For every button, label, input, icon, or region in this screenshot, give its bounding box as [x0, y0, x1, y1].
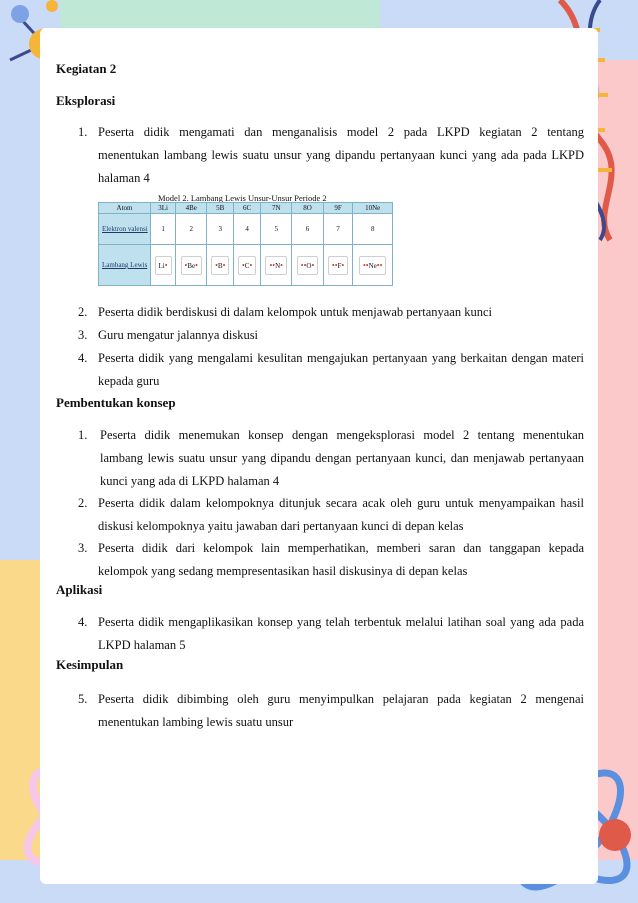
- lewis-symbol: •C•: [238, 256, 256, 275]
- list-item-line: Peserta didik dalam kelompoknya ditunjuk secara acak oleh guru untuk menyampaikan hasil: [98, 496, 584, 510]
- table-row: [99, 245, 393, 286]
- table-cell: 1: [151, 214, 176, 245]
- lewis-symbol: •Be•: [181, 256, 202, 275]
- lewis-symbol: ••O•: [297, 256, 318, 275]
- list-item-line: diskusi kelompoknya yaitu jawaban dari pertanyaan kunci di depan kelas: [98, 519, 464, 533]
- list-item-number: 2.: [78, 496, 88, 510]
- table-cell: 4: [234, 214, 261, 245]
- list-item-line: Peserta didik dari kelompok lain memperhatikan, memberi saran dan tanggapan kepada: [98, 541, 584, 555]
- list-item-line: lambang lewis suatu unsur yang dipandu dengan pertanyaan kunci, dan menjawab pertanyaan: [100, 451, 584, 465]
- list-item-line: Peserta didik berdiskusi di dalam kelompok untuk menjawab pertanyaan kunci: [98, 305, 493, 319]
- section-kesimpulan: Kesimpulan: [56, 657, 124, 672]
- table-header-cell: 6C: [234, 203, 261, 214]
- table-header-cell: 4Be: [176, 203, 207, 214]
- table-caption: Model 2. Lambang Lewis Unsur-Unsur Periode 2: [158, 193, 327, 203]
- table-header-cell: 3Li: [151, 203, 176, 214]
- list-item-number: 2.: [78, 305, 88, 319]
- list-item-number: 1.: [78, 125, 88, 139]
- list-item-line: kunci yang ada di LKPD halaman 4: [100, 474, 280, 488]
- list-item-line: menentukan lambang lewis suatu unsur yang dipandu pertanyaan kunci yang ada pada LKPD: [98, 148, 584, 162]
- list-item-number: 4.: [78, 615, 88, 629]
- lewis-symbol: •B•: [211, 256, 229, 275]
- list-item-line: kepada guru: [98, 374, 160, 388]
- table-cell: 5: [261, 214, 292, 245]
- table-header-row: [99, 203, 393, 214]
- lewis-symbol: ••Ne••: [359, 256, 386, 275]
- lewis-table: [98, 202, 393, 286]
- list-item-line: Peserta didik yang mengalami kesulitan mengajukan pertanyaan yang berkaitan dengan materi: [98, 351, 584, 365]
- lewis-symbol: ••N•: [265, 256, 286, 275]
- list-item-line: Peserta didik mengaplikasikan konsep yang telah terbentuk melalui latihan soal yang ada pada: [98, 615, 584, 629]
- row-label-valensi: Elektron valensi: [99, 214, 151, 245]
- row-label-lewis: Lambang Lewis: [99, 245, 151, 286]
- list-item-number: 5.: [78, 692, 88, 706]
- lewis-symbol: ••F•: [328, 256, 348, 275]
- table-header-cell: 7N: [261, 203, 292, 214]
- list-item-line: halaman 4: [98, 171, 150, 185]
- table-cell: 7: [323, 214, 353, 245]
- list-item-line: Peserta didik dibimbing oleh guru menyimpulkan pelajaran pada kegiatan 2 mengenai: [98, 692, 584, 706]
- table-row: [99, 214, 393, 245]
- table-cell: 2: [176, 214, 207, 245]
- list-item-number: 3.: [78, 328, 88, 342]
- section-aplikasi: Aplikasi: [56, 582, 103, 597]
- table-header-cell: 8O: [292, 203, 323, 214]
- table-cell: 6: [292, 214, 323, 245]
- list-item-line: kelompok yang sedang mempresentasikan hasil diskusinya di depan kelas: [98, 564, 468, 578]
- list-item-line: LKPD halaman 5: [98, 638, 186, 652]
- list-item-number: 4.: [78, 351, 88, 365]
- list-item-line: Peserta didik menemukan konsep dengan mengeksplorasi model 2 tentang menentukan: [100, 428, 584, 442]
- lewis-symbol: Li•: [155, 256, 172, 275]
- table-cell: 8: [353, 214, 393, 245]
- page-title: Kegiatan 2: [56, 61, 117, 76]
- table-cell: 3: [207, 214, 234, 245]
- section-pembentukan: Pembentukan konsep: [56, 395, 176, 410]
- list-item-number: 1.: [78, 428, 88, 442]
- list-item-line: Peserta didik mengamati dan menganalisis model 2 pada LKPD kegiatan 2 tentang: [98, 125, 584, 139]
- list-item-line: Guru mengatur jalannya diskusi: [98, 328, 259, 342]
- table-header-cell: Atom: [99, 203, 151, 214]
- section-eksplorasi: Eksplorasi: [56, 93, 116, 108]
- list-item-number: 3.: [78, 541, 88, 555]
- table-header-cell: 10Ne: [353, 203, 393, 214]
- list-item-line: menentukan lambing lewis suatu unsur: [98, 715, 294, 729]
- table-header-cell: 5B: [207, 203, 234, 214]
- table-header-cell: 9F: [323, 203, 353, 214]
